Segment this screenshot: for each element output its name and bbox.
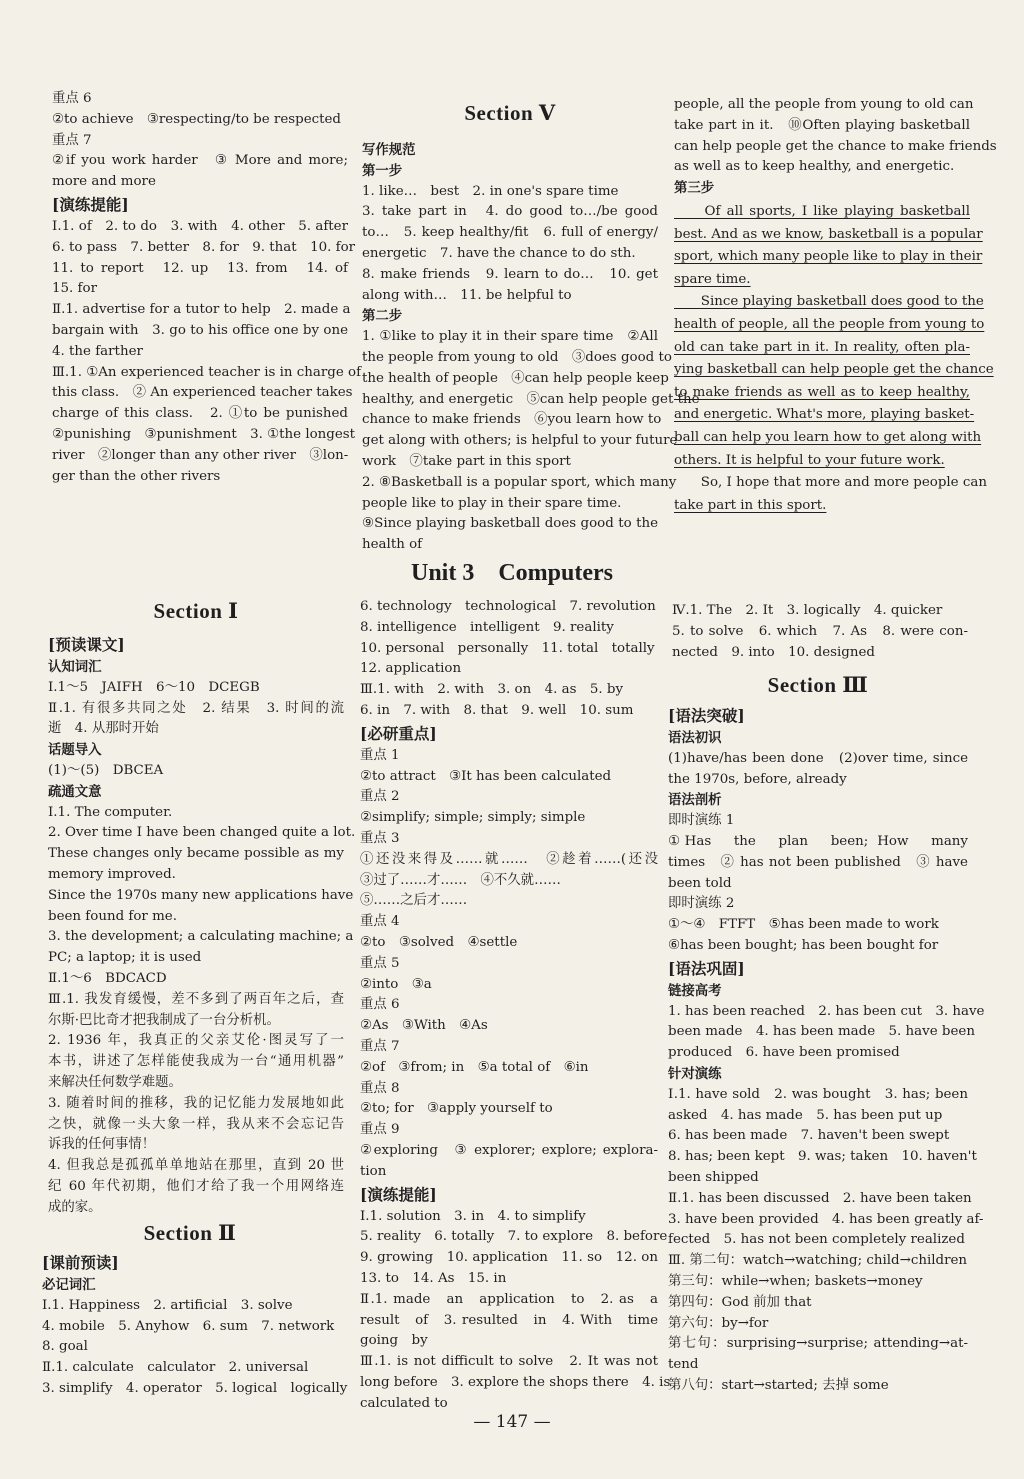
- text-line: the health of people ④can help people keep: [362, 370, 669, 386]
- text-line: 4. 但我总是孤孤单单地站在那里，直到 20 世: [48, 1158, 344, 1174]
- section-3-title: Section Ⅲ: [767, 673, 869, 697]
- text-line: 语法初识: [668, 730, 722, 746]
- essay-line: health of people, all the people from young to: [674, 316, 985, 332]
- text-line: 13. to 14. As 15. in: [360, 1270, 507, 1286]
- text-line: 重点 3: [360, 830, 400, 846]
- text-line: asked 4. has made 5. has been put up: [668, 1107, 943, 1123]
- text-line: ⑥has been bought; has been bought for: [668, 937, 939, 953]
- text-line: 6. in 7. with 8. that 9. well 10. sum: [360, 702, 634, 718]
- text-line: 第六句：by→for: [668, 1315, 769, 1331]
- text-line: going by: [360, 1333, 428, 1349]
- text-line: ①还没来得及……就…… ②趁着……(还没: [360, 851, 658, 867]
- essay-line: old can take part in it. In reality, often pla-: [674, 339, 970, 355]
- text-line: 第三句：while→when; baskets→money: [668, 1273, 923, 1289]
- text-line: 12. application: [360, 661, 462, 677]
- top-right-answers: [674, 95, 997, 517]
- text-line: bargain with 3. go to his office one by one: [52, 322, 348, 338]
- section-bracket-heading: [预读课文]: [48, 635, 125, 654]
- text-line: ⑨Since playing basketball does good to the: [362, 516, 658, 532]
- text-line: ①Has the plan been; How many: [668, 833, 968, 849]
- text-line: 11. to report 12. up 13. from 14. of: [52, 260, 348, 276]
- text-line: 重点 6: [360, 997, 400, 1013]
- text-line: 重点 6: [52, 91, 92, 106]
- text-line: 1. has been reached 2. has been cut 3. have: [668, 1003, 985, 1019]
- text-line: 之快，就像一头大象一样，我从来不会忘记告: [48, 1116, 344, 1132]
- text-line: 即时演练 2: [668, 896, 735, 912]
- text-line: been made 4. has been made 5. have been: [668, 1024, 975, 1040]
- section-5-title: Section Ⅴ: [464, 101, 556, 125]
- text-line: 5. to solve 6. which 7. As 8. were con-: [672, 623, 968, 639]
- text-line: Ⅱ.1. made an application to 2. as a: [360, 1291, 658, 1307]
- text-line: Ⅲ.1. ①An experienced teacher is in charge of: [52, 364, 362, 380]
- text-line: healthy, and energetic ⑤can help people get the: [362, 391, 700, 407]
- text-line: 重点 7: [360, 1038, 400, 1054]
- section-2-title: Section Ⅱ: [143, 1221, 237, 1245]
- text-line: 逝 4. 从那时开始: [48, 721, 159, 737]
- text-line: (1)～(5) DBCEA: [48, 762, 164, 778]
- text-line: this class. ② An experienced teacher takes: [52, 385, 353, 401]
- text-line: more and more: [52, 174, 156, 190]
- text-line: 5. reality 6. totally 7. to explore 8. before: [360, 1229, 668, 1245]
- text-line: Ⅱ.1～6 BDCACD: [48, 970, 167, 986]
- essay-line: Since playing basketball does good to the: [674, 294, 984, 310]
- text-line: 针对演练: [668, 1065, 722, 1082]
- text-line: 来解决任何数学难题。: [48, 1074, 182, 1090]
- essay-line: ying basketball can help people get the chance: [674, 362, 994, 378]
- essay-line: sport, which many people like to play in their: [674, 249, 983, 265]
- text-line: Since the 1970s many new applications have: [48, 887, 354, 903]
- text-line: 2. 1936 年，我真正的父亲艾伦·图灵写了一: [48, 1033, 344, 1049]
- text-line: ①～④ FTFT ⑤has been made to work: [668, 917, 939, 933]
- top-left-answers: [52, 89, 362, 487]
- essay-line: and energetic. What's more, playing basket-: [674, 407, 975, 423]
- text-line: (1)have/has been done (2)over time, since: [668, 750, 968, 766]
- text-line: 8. has; been kept 9. was; taken 10. haven't: [668, 1149, 977, 1165]
- text-line: 10. personal personally 11. total totally: [360, 640, 655, 656]
- section-bracket-heading: [演练提能]: [52, 194, 129, 214]
- text-line: get along with others; is helpful to your future: [362, 433, 678, 449]
- text-line: 重点 2: [360, 789, 400, 805]
- text-line: 重点 1: [360, 747, 400, 763]
- essay-line: others. It is helpful to your future work.: [674, 452, 945, 468]
- text-line: 重点 5: [360, 955, 400, 971]
- text-line: 纪 60 年代初期，他们才给了我一个用网络连: [48, 1178, 344, 1194]
- section-1-title: Section Ⅰ: [153, 599, 239, 623]
- text-line: Ⅲ.1. with 2. with 3. on 4. as 5. by: [360, 682, 624, 698]
- text-line: charge of this class. 2. ①to be punished: [52, 406, 348, 422]
- text-line: people, all the people from young to old can: [674, 97, 974, 112]
- text-line: 3. simplify 4. operator 5. logical logically: [42, 1380, 348, 1396]
- text-line: 6. technology technological 7. revolution: [360, 599, 656, 614]
- text-line: 诉我的任何事情！: [48, 1137, 156, 1153]
- text-line: Ⅲ.1. 我发育缓慢，差不多到了两百年之后，查: [48, 991, 344, 1007]
- text-line: 2. ⑧Basketball is a popular sport, which many: [362, 474, 677, 490]
- text-line: ②if you work harder ③ More and more;: [52, 153, 348, 169]
- text-line: Ⅰ.1～5 JAIFH 6～10 DCEGB: [48, 679, 260, 695]
- text-line: 语法剖析: [668, 792, 722, 809]
- text-line: 6. to pass 7. better 8. for 9. that 10. for: [52, 239, 356, 255]
- model-essay: [674, 201, 994, 517]
- text-line: ②to attract ③It has been calculated: [360, 768, 612, 784]
- essay-line: best. And as we know, basketball is a popular: [674, 226, 983, 242]
- text-line: 8. intelligence intelligent 9. reality: [360, 619, 614, 635]
- text-line: Ⅱ.1. has been discussed 2. have been taken: [668, 1190, 972, 1206]
- text-line: 3. take part in 4. do good to…/be good: [362, 204, 658, 220]
- text-line: 第四句：God 前加 that: [668, 1294, 812, 1310]
- text-line: chance to make friends ⑥you learn how to: [362, 412, 662, 428]
- text-line: Ⅰ.1. Happiness 2. artificial 3. solve: [42, 1297, 293, 1313]
- section-bracket-heading: [语法巩固]: [668, 958, 745, 978]
- text-line: ②exploring ③ explorer; explore; explora-: [360, 1142, 658, 1158]
- text-line: 4. the farther: [52, 343, 143, 359]
- text-line: take part in it. ⑩Often playing basketball: [674, 117, 970, 133]
- text-line: 15. for: [52, 281, 97, 297]
- middle-answers: [360, 597, 671, 1414]
- text-line: 第七句：surprising→surprise; attending→at-: [668, 1336, 968, 1352]
- text-line: 9. growing 10. application 11. so 12. on: [360, 1250, 658, 1266]
- text-line: 第一步: [362, 162, 403, 179]
- text-line: as well as to keep healthy, and energetic.: [674, 159, 955, 175]
- text-line: to… 5. keep healthy/fit 6. full of energy/: [362, 225, 658, 241]
- text-line: energetic 7. have the chance to do sth.: [362, 245, 636, 261]
- text-line: 3. have been provided 4. has been greatly af-: [668, 1211, 984, 1227]
- text-line: work ⑦take part in this sport: [362, 453, 571, 469]
- text-line: 第三步: [674, 180, 715, 197]
- text-line: Ⅲ.1. is not difficult to solve 2. It was not: [360, 1354, 658, 1370]
- text-line: can help people get the chance to make friends: [674, 138, 997, 154]
- text-line: Ⅰ.1. of 2. to do 3. with 4. other 5. after: [52, 218, 348, 234]
- text-line: tion: [360, 1163, 387, 1179]
- text-line: 4. mobile 5. Anyhow 6. sum 7. network: [42, 1318, 335, 1334]
- section-1: [48, 598, 356, 1219]
- text-line: Ⅱ.1. calculate calculator 2. universal: [42, 1360, 309, 1376]
- text-line: Ⅲ. 第二句：watch→watching; child→children: [668, 1253, 968, 1269]
- essay-line: ball can help you learn how to get along with: [674, 429, 982, 445]
- text-line: 写作规范: [362, 142, 416, 158]
- essay-line: spare time.: [674, 271, 751, 287]
- text-line: ②of ③from; in ⑤a total of ⑥in: [360, 1059, 589, 1075]
- right-answers-top: [672, 601, 968, 663]
- text-line: 3. 随着时间的推移，我的记忆能力发展地如此: [48, 1095, 344, 1111]
- text-line: memory improved.: [48, 866, 176, 882]
- text-line: Ⅰ.1. have sold 2. was bought 3. has; been: [668, 1086, 968, 1102]
- text-line: ③过了……才…… ④不久就……: [360, 872, 561, 888]
- text-line: 话题导入: [48, 742, 102, 759]
- text-line: 6. has been made 7. haven't been swept: [668, 1128, 950, 1144]
- section-bracket-heading: [演练提能]: [360, 1184, 437, 1204]
- text-line: ⑤……之后才……: [360, 893, 468, 909]
- text-line: Ⅰ.1. solution 3. in 4. to simplify: [360, 1208, 586, 1224]
- text-line: river ②longer than any other river ③lon-: [52, 447, 349, 463]
- section-bracket-heading: [课前预读]: [42, 1253, 119, 1272]
- essay-line: take part in this sport.: [674, 497, 827, 513]
- text-line: Ⅰ.1. The computer.: [48, 804, 173, 820]
- text-line: 重点 9: [360, 1122, 400, 1138]
- page-number: — 147 —: [473, 1412, 551, 1432]
- text-line: 成的家。: [48, 1199, 102, 1215]
- text-line: long before 3. explore the shops there 4. is: [360, 1374, 671, 1390]
- text-line: the people from young to old ③does good to: [362, 349, 672, 365]
- text-line: 3. the development; a calculating machine; a: [48, 929, 354, 945]
- text-line: been told: [668, 875, 732, 891]
- essay-line: So, I hope that more and more people can: [674, 475, 987, 491]
- text-line: the 1970s, before, already: [668, 771, 847, 787]
- text-line: ②to achieve ③respecting/to be respected: [52, 111, 341, 127]
- text-line: Ⅱ.1. 有很多共同之处 2. 结果 3. 时间的流: [48, 700, 344, 716]
- text-line: 8. goal: [42, 1339, 88, 1355]
- text-line: 第八句：start→started; 去掉 some: [668, 1377, 889, 1393]
- text-line: 8. make friends 9. learn to do… 10. get: [362, 266, 658, 282]
- text-line: 链接高考: [668, 982, 722, 999]
- text-line: 重点 7: [52, 132, 92, 148]
- essay-line: Of all sports, I like playing basketball: [674, 203, 970, 219]
- text-line: 重点 4: [360, 914, 400, 930]
- text-line: ger than the other rivers: [52, 468, 221, 484]
- text-line: been found for me.: [48, 908, 177, 924]
- text-line: Ⅱ.1. advertise for a tutor to help 2. made a: [52, 302, 351, 318]
- text-line: 必记词汇: [42, 1277, 96, 1293]
- text-line: people like to play in their spare time.: [362, 495, 622, 511]
- text-line: result of 3. resulted in 4. With time: [360, 1312, 658, 1328]
- text-line: ②to; for ③apply yourself to: [360, 1101, 553, 1117]
- text-line: fected 5. has not been completely realized: [668, 1232, 965, 1248]
- text-line: ②to ③solved ④settle: [360, 934, 518, 950]
- text-line: 1. ①like to play it in their spare time ②All: [362, 329, 658, 345]
- text-line: tend: [668, 1357, 699, 1373]
- section-2: [42, 1220, 348, 1400]
- text-line: ②punishing ③punishment 3. ①the longest: [52, 426, 356, 442]
- text-line: ②As ③With ④As: [360, 1018, 488, 1034]
- text-line: nected 9. into 10. designed: [672, 644, 875, 660]
- text-line: along with… 11. be helpful to: [362, 287, 572, 303]
- text-line: 2. Over time I have been changed quite a lot.: [48, 825, 356, 841]
- text-line: 即时演练 1: [668, 813, 735, 829]
- text-line: ②into ③a: [360, 976, 432, 992]
- text-line: times ② has not been published ③ have: [668, 854, 968, 870]
- text-line: 本书，讲述了怎样能使我成为一台“通用机器”: [48, 1054, 344, 1070]
- text-line: These changes only became possible as my: [48, 846, 344, 862]
- essay-line: to make friends as well as to keep healthy,: [674, 384, 970, 400]
- text-line: 尔斯·巴比奇才把我制成了一台分析机。: [48, 1012, 280, 1028]
- text-line: PC; a laptop; it is used: [48, 950, 202, 966]
- text-line: 1. like… best 2. in one's spare time: [362, 183, 619, 199]
- text-line: produced 6. have been promised: [668, 1045, 900, 1061]
- section-3: [668, 672, 985, 1397]
- text-line: calculated to: [360, 1395, 448, 1411]
- text-line: 疏通文意: [48, 783, 102, 800]
- section-bracket-heading: [语法突破]: [668, 706, 745, 725]
- text-line: 第二步: [362, 308, 403, 325]
- text-line: health of: [362, 537, 423, 553]
- unit-title: Unit 3 Computers: [411, 560, 613, 586]
- section-bracket-heading: [必研重点]: [360, 723, 437, 743]
- text-line: 认知词汇: [48, 659, 102, 675]
- text-line: ②simplify; simple; simply; simple: [360, 810, 586, 826]
- text-line: Ⅳ.1. The 2. It 3. logically 4. quicker: [672, 603, 943, 618]
- text-line: 重点 8: [360, 1080, 400, 1096]
- text-line: been shipped: [668, 1169, 759, 1185]
